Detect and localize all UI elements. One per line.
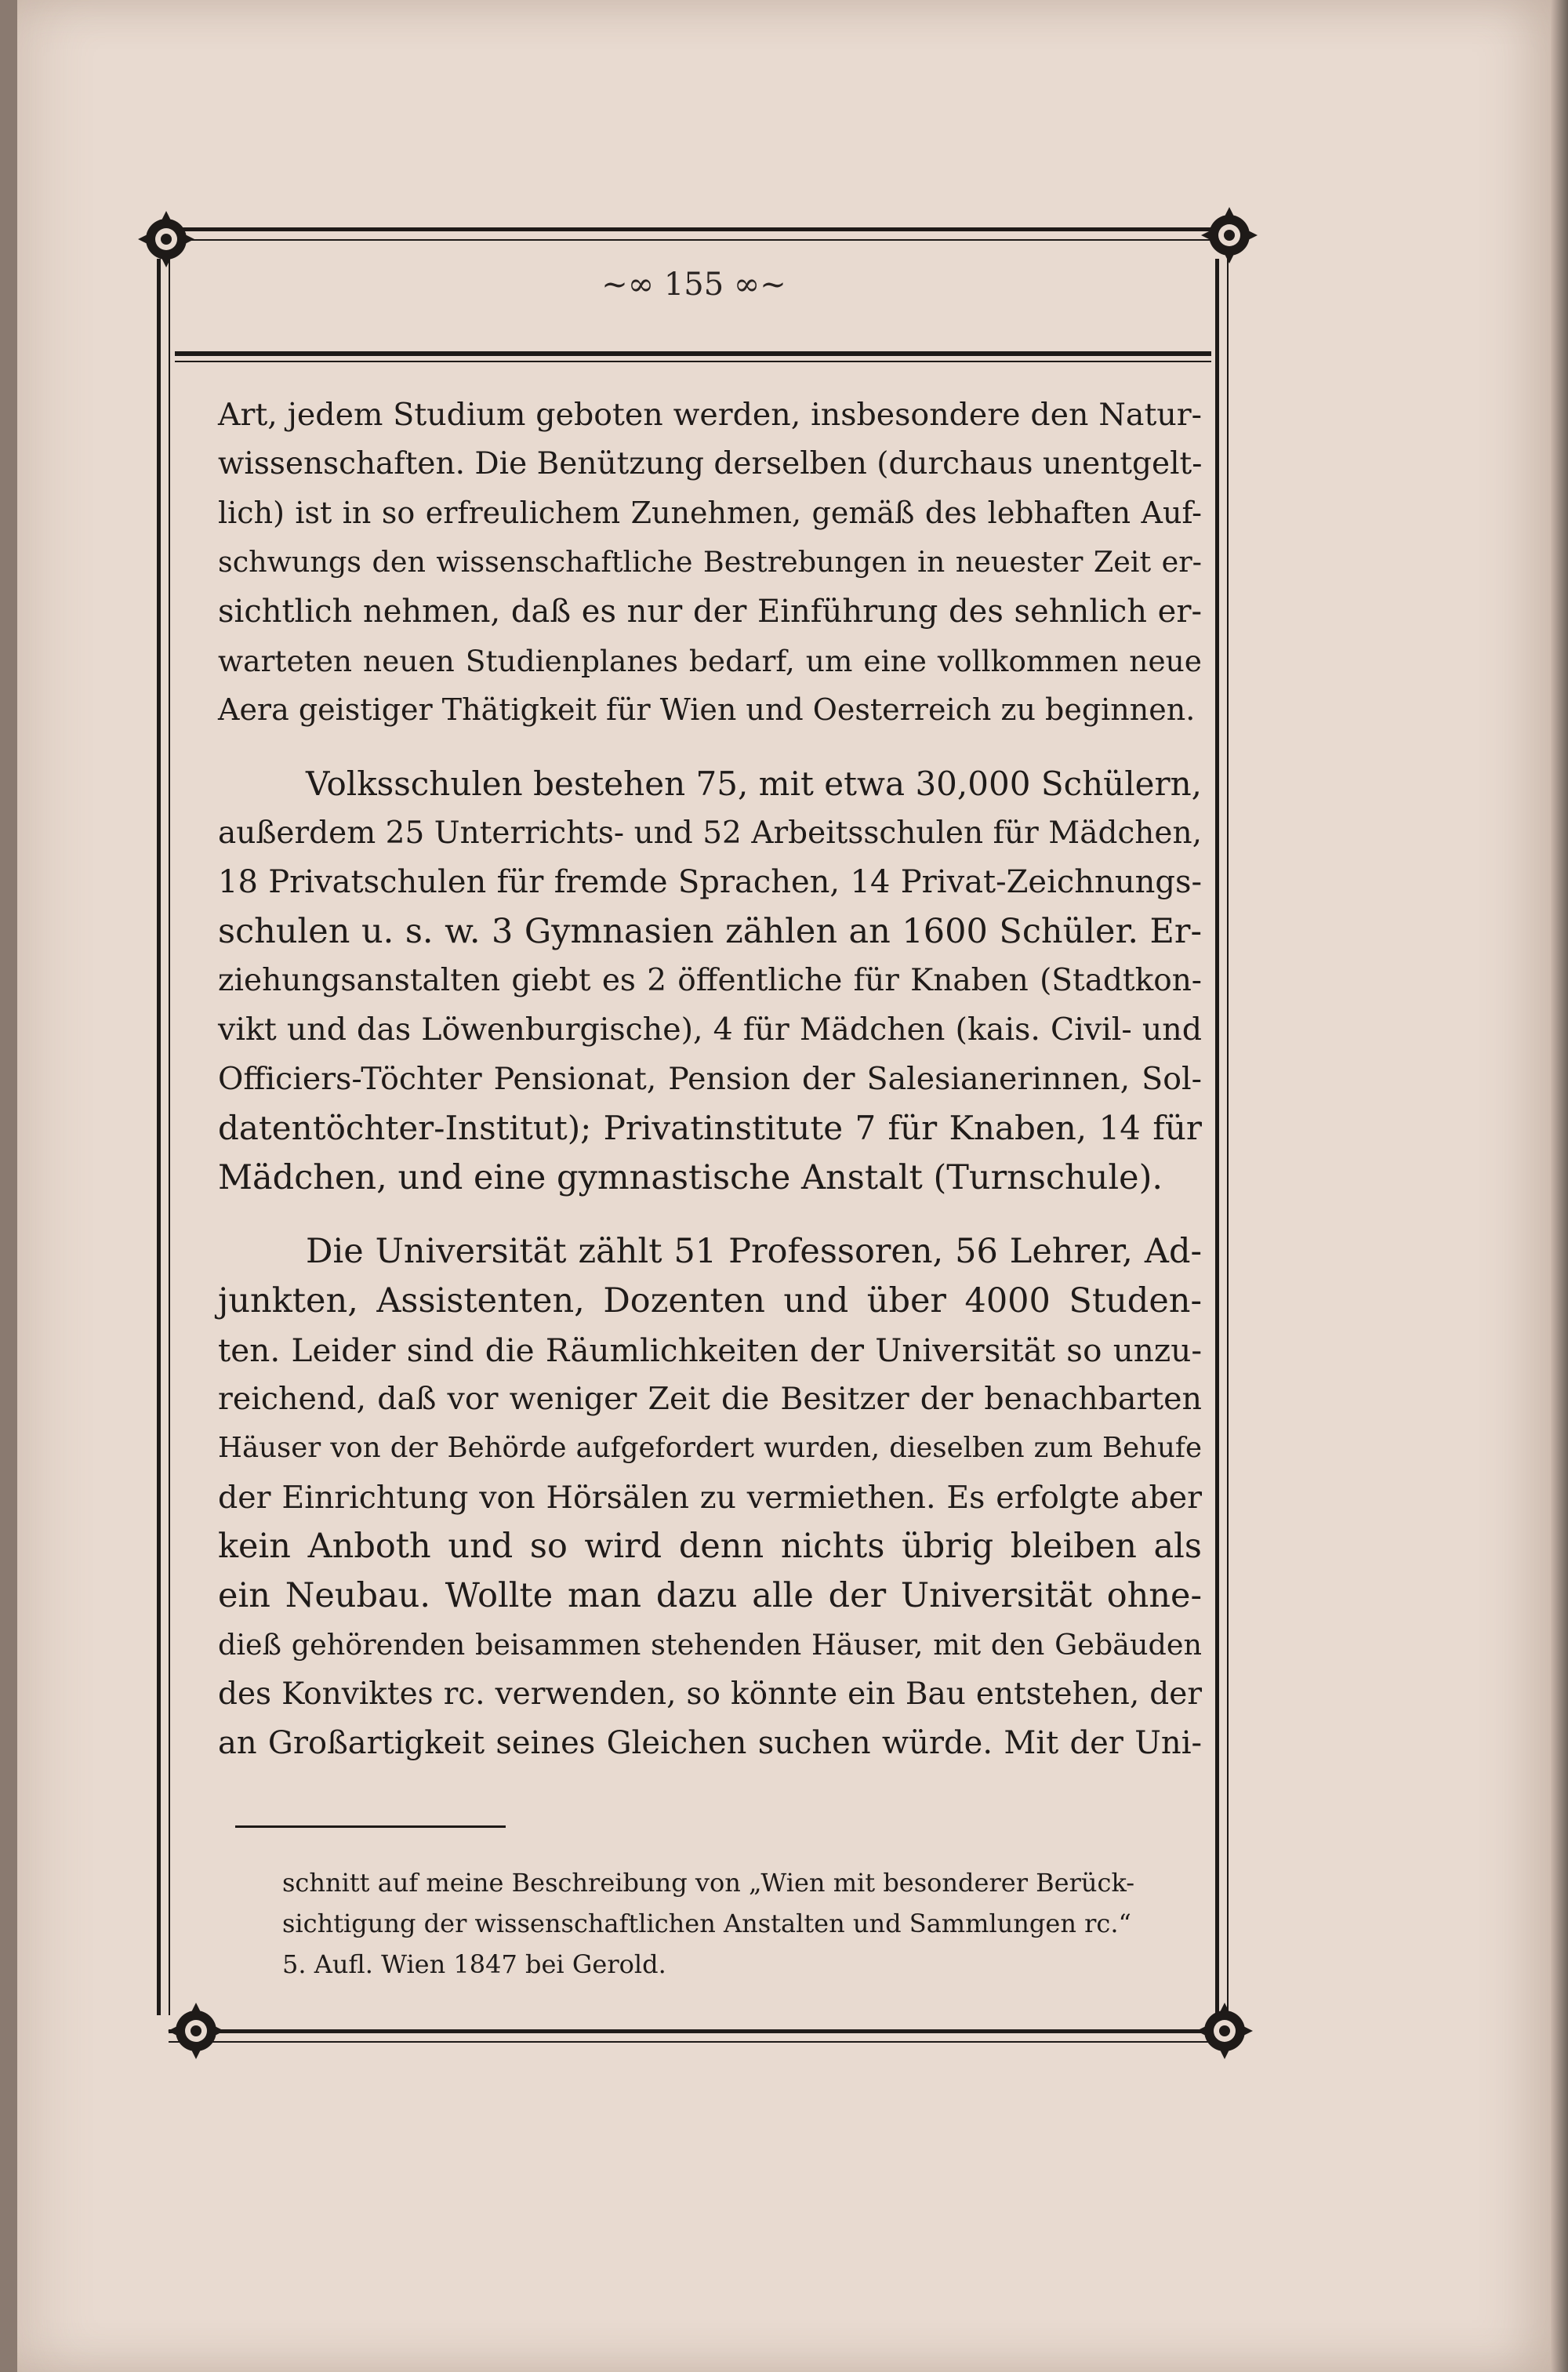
footnote-line: sichtigung der wissenschaftlichen Anstalten und Sammlungen rc.“: [282, 1909, 1131, 1938]
text-line: der Einrichtung von Hörsälen zu vermiethen. Es erfolgte aber: [218, 1479, 1202, 1516]
footnote-line: 5. Aufl. Wien 1847 bei Gerold.: [282, 1949, 666, 1979]
page-number: 155: [663, 267, 724, 303]
book-spine: [0, 0, 17, 2372]
text-line: junkten, Assistenten, Dozenten und über 4000 Studen-: [218, 1280, 1202, 1320]
paragraph: [218, 390, 1202, 735]
text-line: kein Anboth und so wird denn nichts übrig bleiben als: [218, 1527, 1202, 1567]
text-line: vikt und das Löwenburgische), 4 für Mädchen (kais. Civil- und: [218, 1012, 1202, 1048]
text-line: ten. Leider sind die Räumlichkeiten der Universität so unzu-: [218, 1331, 1202, 1369]
page-header: [176, 267, 1211, 329]
text-line: außerdem 25 Unterrichts- und 52 Arbeitsschulen für Mädchen,: [218, 815, 1202, 851]
text-line: ein Neubau. Wollte man dazu alle der Universität ohne-: [218, 1576, 1202, 1616]
text-line: warteten neuen Studienplanes bedarf, um eine vollkommen neue: [218, 643, 1202, 678]
footnote-rule: [235, 1825, 506, 1828]
corner-ornament-icon: [135, 208, 198, 271]
text-line: Häuser von der Behörde aufgefordert wurden, dieselben zum Behufe: [218, 1432, 1202, 1465]
text-line: dieß gehörenden beisammen stehenden Häuser, mit den Gebäuden: [218, 1627, 1202, 1662]
text-line: schulen u. s. w. 3 Gymnasien zählen an 1600 Schüler. Er-: [218, 912, 1202, 952]
corner-ornament-icon: [165, 2000, 227, 2062]
page-edge: [1551, 0, 1568, 2372]
text-line: ziehungsanstalten giebt es 2 öffentliche für Knaben (Stadtkon-: [218, 962, 1202, 998]
corner-ornament-icon: [1193, 2000, 1256, 2062]
text-line: an Großartigkeit seines Gleichen suchen würde. Mit der Uni-: [218, 1725, 1202, 1762]
text-line: Volksschulen bestehen 75, mit etwa 30,000 Schülern,: [306, 764, 1202, 803]
text-line: 18 Privatschulen für fremde Sprachen, 14 Privat-Zeichnungs-: [218, 864, 1202, 901]
header-rule: [175, 351, 1211, 362]
text-line: Mädchen, und eine gymnastische Anstalt (Turnschule).: [218, 1157, 1163, 1197]
text-line: reichend, daß vor weniger Zeit die Besitzer der benachbarten: [218, 1381, 1202, 1418]
corner-ornament-icon: [1198, 204, 1261, 267]
frame-bottom-border: [169, 2029, 1239, 2043]
text-line: schwungs den wissenschaftliche Bestrebungen in neuester Zeit er-: [218, 545, 1202, 579]
frame-right-border: [1215, 259, 1229, 2015]
left-flourish-icon: ~∞: [601, 267, 655, 303]
footnote-line: schnitt auf meine Beschreibung von „Wien mit besonderer Berück-: [282, 1868, 1135, 1898]
text-line: wissenschaften. Die Benützung derselben (durchaus unentgelt-: [218, 445, 1203, 481]
frame-left-border: [157, 259, 170, 2015]
text-line: Aera geistiger Thätigkeit für Wien und Oesterreich zu beginnen.: [218, 692, 1196, 728]
text-line: sichtlich nehmen, daß es nur der Einführung des sehnlich er-: [218, 593, 1202, 630]
text-line: Die Universität zählt 51 Professoren, 56 Lehrer, Ad-: [306, 1232, 1202, 1272]
text-line: des Konviktes rc. verwenden, so könnte ein Bau entstehen, der: [218, 1676, 1202, 1712]
main-text: [218, 390, 1202, 1768]
frame-top-border: [169, 227, 1239, 241]
text-line: Officiers-Töchter Pensionat, Pension der Salesianerinnen, Sol-: [218, 1061, 1202, 1098]
paragraph: [218, 760, 1202, 1202]
right-flourish-icon: ∞~: [733, 267, 786, 303]
text-line: lich) ist in so erfreulichem Zunehmen, gemäß des lebhaften Auf-: [218, 496, 1202, 531]
paragraph: [218, 1227, 1202, 1768]
text-line: datentöchter-Institut); Privatinstitute 7 für Knaben, 14 für: [218, 1108, 1202, 1147]
footnote: [282, 1862, 1200, 1985]
text-line: Art, jedem Studium geboten werden, insbesondere den Natur-: [218, 397, 1202, 433]
